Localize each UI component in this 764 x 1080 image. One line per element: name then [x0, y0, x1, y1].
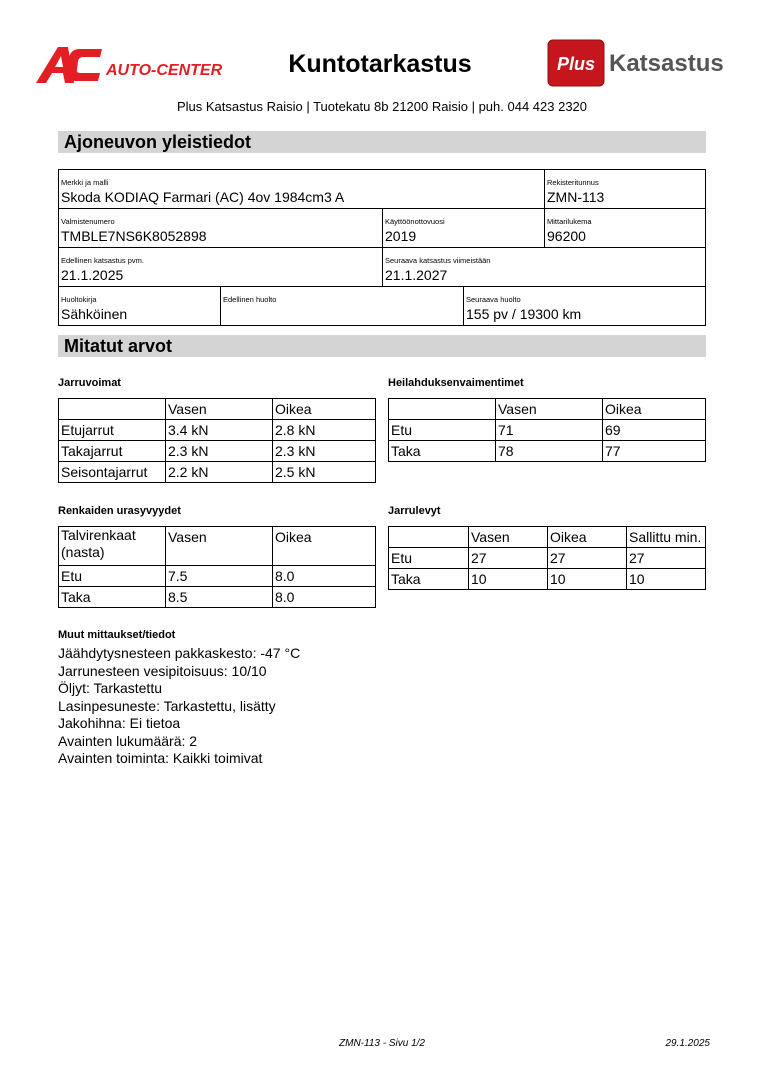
table-header-cell: [59, 399, 166, 420]
list-item: Avainten toiminta: Kaikki toimivat: [58, 750, 263, 766]
table-header-cell: Vasen: [166, 399, 273, 420]
year-label: Käyttöönottovuosi: [385, 217, 445, 226]
table-cell: Taka: [389, 441, 496, 462]
previous-inspection-label: Edellinen katsastus pvm.: [61, 256, 144, 265]
next-service-label: Seuraava huolto: [466, 295, 521, 304]
katsastus-wordmark: Katsastus: [609, 50, 724, 77]
list-item: Lasinpesuneste: Tarkastettu, lisätty: [58, 697, 276, 714]
make-model-value: Skoda KODIAQ Farmari (AC) 4ov 1984cm3 A: [61, 189, 345, 205]
next-inspection-value: 21.1.2027: [385, 267, 448, 283]
footer-page-info: ZMN-113 - Sivu 1/2: [339, 1038, 425, 1049]
table-row: [389, 399, 706, 420]
table-cell: 2.3 kN: [166, 441, 273, 462]
table-row: [59, 399, 376, 420]
table-cell: 8.0: [273, 587, 376, 608]
table-cell: Etu: [59, 566, 166, 587]
auto-center-logo: [36, 45, 226, 85]
table-header-cell: Sallittu min.: [627, 527, 706, 548]
shocks-title: Heilahduksenvaimentimet: [388, 377, 524, 389]
table-cell: 3.4 kN: [166, 420, 273, 441]
plus-badge-text: Plus: [556, 54, 596, 74]
discs-table: [388, 526, 706, 590]
table-cell: 78: [496, 441, 603, 462]
table-cell: Takajarrut: [59, 441, 166, 462]
registration-label: Rekisteritunnus: [547, 178, 599, 187]
table-cell: Taka: [389, 569, 469, 590]
auto-center-wordmark: AUTO-CENTER: [106, 62, 223, 79]
brakes-table: [58, 398, 376, 483]
list-item: Öljyt: Tarkastettu: [58, 680, 163, 696]
plus-katsastus-logo: [547, 39, 727, 87]
table-row: [59, 527, 376, 566]
tires-table: [58, 526, 376, 608]
table-header-cell: Vasen: [496, 399, 603, 420]
table-row: [389, 441, 706, 462]
list-item: Jäähdytysnesteen pakkaskesto: -47 °C: [58, 645, 301, 661]
vehicle-info-grid: [58, 169, 706, 326]
table-cell: 71: [496, 420, 603, 441]
table-header-cell: [389, 399, 496, 420]
table-header-cell: Vasen: [166, 527, 273, 566]
table-cell: Etu: [389, 420, 496, 441]
table-header-cell: Oikea: [273, 399, 376, 420]
table-cell: 2.8 kN: [273, 420, 376, 441]
discs-title: Jarrulevyt: [388, 505, 441, 517]
shocks-table: [388, 398, 706, 462]
table-header-cell: Oikea: [603, 399, 706, 420]
table-cell: 69: [603, 420, 706, 441]
make-model-cell: [59, 170, 545, 208]
service-book-value: Sähköinen: [61, 306, 128, 322]
table-cell: 10: [627, 569, 706, 590]
table-cell: 8.5: [166, 587, 273, 608]
list-item: Avainten lukumäärä: 2: [58, 732, 198, 749]
table-row: [59, 420, 376, 441]
year-value: 2019: [385, 228, 417, 244]
make-model-label: Merkki ja malli: [61, 178, 109, 187]
next-inspection-label: Seuraava katsastus viimeistään: [385, 256, 491, 265]
table-cell: Seisontajarrut: [59, 462, 166, 483]
table-header-cell: Oikea: [548, 527, 627, 548]
table-header-cell: [389, 527, 469, 548]
next-service-value: 155 pv / 19300 km: [466, 306, 582, 322]
table-header-cell: Vasen: [469, 527, 548, 548]
table-cell: 10: [548, 569, 627, 590]
table-cell: 8.0: [273, 566, 376, 587]
list-item: Jakohihna: Ei tietoa: [58, 715, 181, 731]
table-cell: 27: [548, 548, 627, 569]
tires-title: Renkaiden urasyvyydet: [58, 505, 181, 517]
table-cell: Etu: [389, 548, 469, 569]
table-row: [59, 587, 376, 608]
table-cell: 10: [469, 569, 548, 590]
table-row: [59, 462, 376, 483]
previous-service-label: Edellinen huolto: [223, 295, 277, 304]
list-item: Jarrunesteen vesipitoisuus: 10/10: [58, 662, 267, 679]
table-cell: 2.2 kN: [166, 462, 273, 483]
previous-inspection-cell: [59, 248, 383, 286]
contact-line: Plus Katsastus Raisio | Tuotekatu 8b 21200 Raisio | puh. 044 423 2320: [176, 99, 588, 114]
next-inspection-cell: [383, 248, 705, 286]
odometer-label: Mittarilukema: [547, 217, 592, 226]
table-row: [389, 420, 706, 441]
table-row: [59, 566, 376, 587]
odometer-cell: [545, 209, 705, 247]
vin-cell: [59, 209, 383, 247]
vin-label: Valmistenumero: [61, 217, 115, 226]
brakes-title: Jarruvoimat: [58, 377, 121, 389]
year-cell: [383, 209, 545, 247]
table-row: [389, 527, 706, 548]
table-row: [389, 569, 706, 590]
table-cell: 2.3 kN: [273, 441, 376, 462]
table-cell: 27: [469, 548, 548, 569]
service-book-label: Huoltokirja: [61, 295, 97, 304]
table-header-cell: Oikea: [273, 527, 376, 566]
table-cell: 27: [627, 548, 706, 569]
table-row: [59, 441, 376, 462]
table-cell: 2.5 kN: [273, 462, 376, 483]
section-heading-vehicle: Ajoneuvon yleistiedot: [58, 131, 706, 153]
registration-value: ZMN-113: [547, 189, 605, 205]
table-header-cell: Talvirenkaat (nasta): [59, 527, 166, 566]
other-measurements-list: [58, 645, 300, 768]
section-heading-measured: Mitatut arvot: [58, 335, 706, 357]
table-cell: Taka: [59, 587, 166, 608]
other-measurements-title: Muut mittaukset/tiedot: [58, 629, 176, 641]
odometer-value: 96200: [547, 228, 586, 244]
table-cell: 77: [603, 441, 706, 462]
registration-cell: [545, 170, 705, 208]
next-service-cell: [464, 287, 705, 325]
previous-service-cell: [221, 287, 464, 325]
footer-date: 29.1.2025: [665, 1038, 710, 1049]
document-title: Kuntotarkastus: [288, 50, 472, 78]
table-cell: 7.5: [166, 566, 273, 587]
table-cell: Etujarrut: [59, 420, 166, 441]
table-row: [389, 548, 706, 569]
previous-inspection-value: 21.1.2025: [61, 267, 124, 283]
vin-value: TMBLE7NS6K8052898: [61, 228, 207, 244]
service-book-cell: [59, 287, 221, 325]
